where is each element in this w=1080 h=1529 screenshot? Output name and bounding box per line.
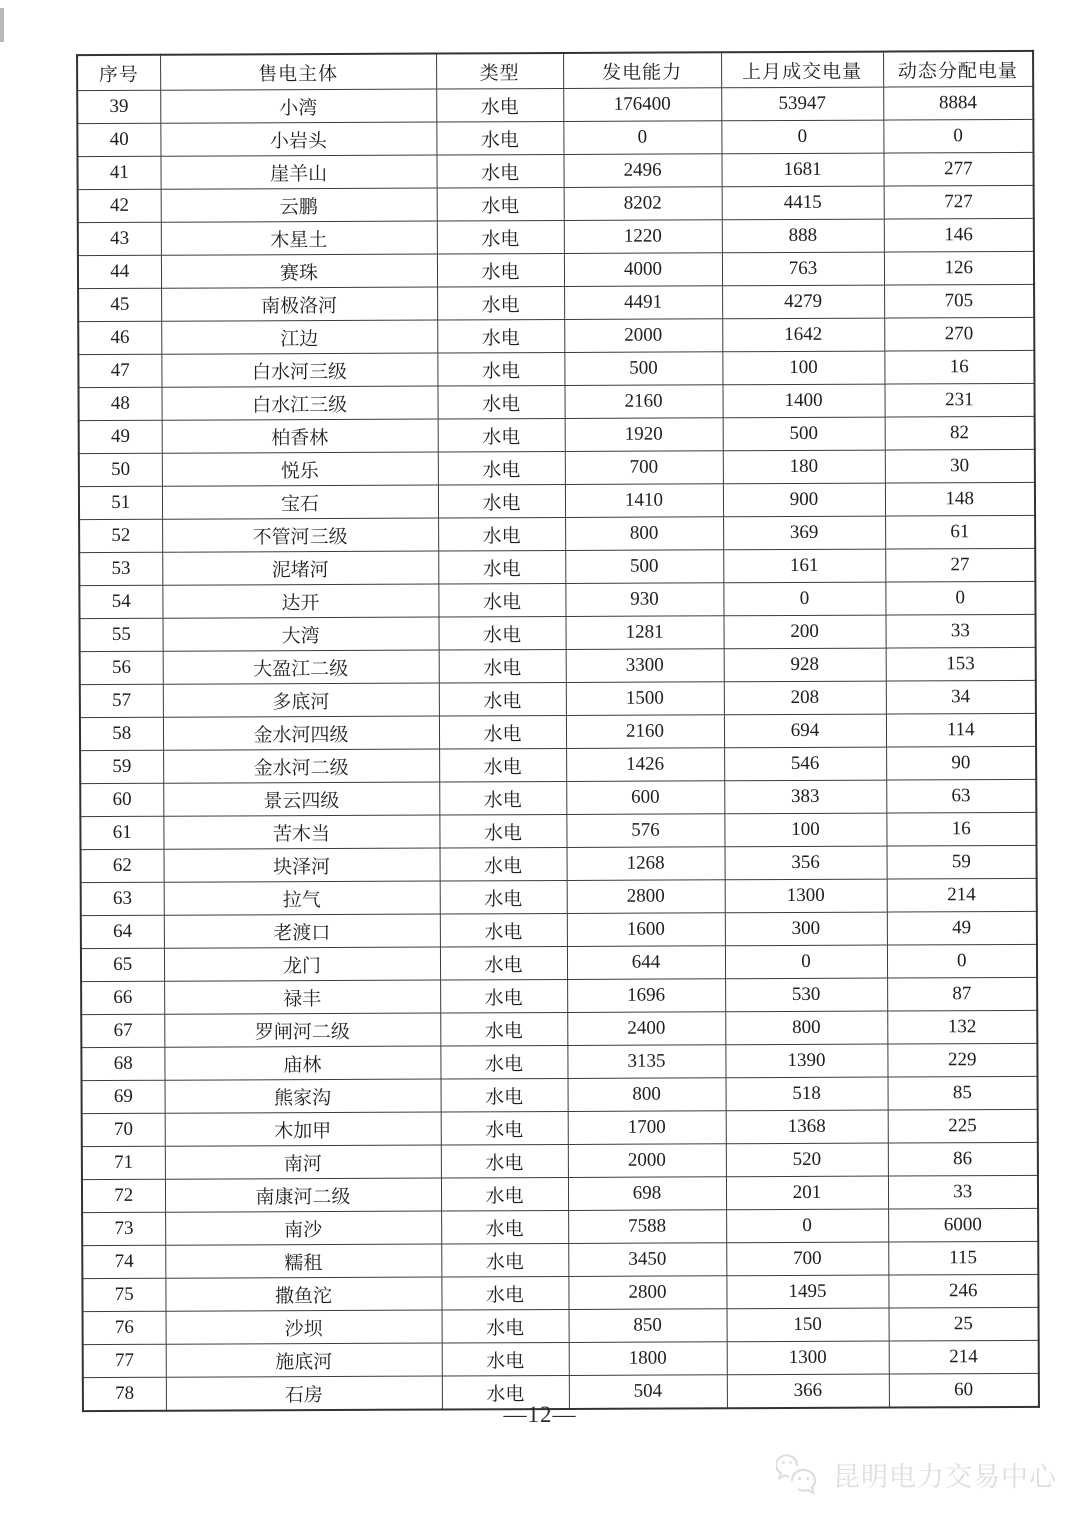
table-cell: 225 [888, 1109, 1038, 1143]
table-cell: 41 [77, 156, 160, 189]
table-row [79, 416, 1035, 453]
table-cell: 木星土 [161, 221, 437, 255]
table-cell: 58 [80, 717, 163, 750]
table-cell: 水电 [439, 616, 566, 650]
table-cell: 60 [889, 1373, 1039, 1407]
table-cell: 水电 [437, 253, 564, 287]
table-cell: 39 [77, 90, 160, 123]
table-cell: 61 [885, 515, 1035, 549]
table-cell: 33 [888, 1175, 1038, 1209]
table-row [79, 449, 1035, 486]
table-cell: 水电 [437, 385, 564, 419]
table-cell: 1800 [569, 1342, 727, 1376]
table-cell: 214 [887, 878, 1037, 912]
table-cell: 1696 [567, 979, 725, 1013]
table-cell: 64 [81, 915, 164, 948]
table-cell: 49 [887, 911, 1037, 945]
table-cell: 25 [889, 1307, 1039, 1341]
table-cell: 3135 [567, 1045, 725, 1079]
table-cell: 水电 [440, 979, 567, 1013]
table-cell: 546 [724, 747, 886, 781]
table-cell: 水电 [439, 649, 566, 683]
power-allocation-table [76, 50, 1040, 1412]
table-cell: 3450 [568, 1243, 726, 1277]
table-cell: 33 [885, 614, 1035, 648]
table-cell: 62 [81, 849, 164, 882]
table-cell: 1268 [567, 847, 725, 881]
table-cell: 苦木当 [163, 815, 439, 849]
table-cell: 644 [567, 946, 725, 980]
table-cell: 柏香林 [162, 419, 438, 453]
table-cell: 42 [78, 189, 161, 222]
table-cell: 水电 [439, 682, 566, 716]
table-row [82, 1208, 1038, 1245]
table-cell: 16 [884, 350, 1034, 384]
table-cell: 石房 [166, 1376, 442, 1411]
table-cell: 水电 [441, 1078, 568, 1112]
table-cell: 龙门 [164, 947, 440, 981]
table-cell: 800 [568, 1078, 726, 1112]
table-cell: 1920 [565, 418, 723, 452]
table-cell: 214 [889, 1340, 1039, 1374]
table-cell: 114 [886, 713, 1036, 747]
table-cell: 金水河四级 [163, 716, 439, 750]
col-header-type: 类型 [436, 53, 563, 89]
table-cell: 65 [81, 948, 164, 981]
table-row [80, 746, 1036, 783]
table-cell: 132 [887, 1010, 1037, 1044]
table-cell: 55 [80, 618, 163, 651]
table-cell: 水电 [440, 847, 567, 881]
table-cell: 1600 [567, 913, 725, 947]
table-cell: 51 [79, 486, 162, 519]
table-cell: 44 [78, 255, 161, 288]
table-cell: 53 [79, 552, 162, 585]
table-cell: 糯租 [165, 1244, 441, 1278]
table-cell: 水电 [437, 286, 564, 320]
table-row [77, 152, 1033, 189]
table-cell: 水电 [436, 121, 563, 155]
table-cell: 200 [723, 615, 885, 649]
table-cell: 水电 [439, 748, 566, 782]
table-cell: 270 [884, 317, 1034, 351]
table-cell: 30 [885, 449, 1035, 483]
table-cell: 56 [80, 651, 163, 684]
table-cell: 水电 [438, 550, 565, 584]
table-row [80, 812, 1036, 849]
table-cell: 74 [82, 1245, 165, 1278]
table-cell: 383 [724, 780, 886, 814]
table-cell: 208 [724, 681, 886, 715]
table-cell: 悦乐 [162, 452, 438, 486]
table-row [81, 1043, 1037, 1080]
table-cell: 800 [565, 517, 723, 551]
table-cell: 68 [81, 1047, 164, 1080]
table-cell: 1300 [725, 879, 887, 913]
table-cell: 赛珠 [161, 254, 437, 288]
table-cell: 49 [79, 420, 162, 453]
table-cell: 60 [80, 783, 163, 816]
table-cell: 78 [83, 1377, 166, 1411]
table-row [81, 977, 1037, 1014]
table-cell: 金水河二级 [163, 749, 439, 783]
table-cell: 水电 [438, 451, 565, 485]
table-row [82, 1109, 1038, 1146]
table-row [82, 1076, 1038, 1113]
table-cell: 0 [721, 120, 883, 154]
table-cell: 146 [884, 218, 1034, 252]
table-cell: 700 [726, 1242, 888, 1276]
table-row [79, 548, 1035, 585]
table-cell: 150 [727, 1308, 889, 1342]
table-cell: 小岩头 [160, 122, 436, 156]
wechat-logo-icon [776, 1452, 824, 1496]
table-cell: 500 [564, 352, 722, 386]
table-cell: 罗闸河二级 [164, 1013, 440, 1047]
table-row [83, 1307, 1039, 1344]
table-cell: 180 [723, 450, 885, 484]
table-cell: 229 [887, 1043, 1037, 1077]
table-cell: 不管河三级 [162, 518, 438, 552]
table-row [82, 1142, 1038, 1179]
table-cell: 246 [888, 1274, 1038, 1308]
table-cell: 4415 [722, 186, 884, 220]
table-row [80, 779, 1036, 816]
table-cell: 87 [887, 977, 1037, 1011]
watermark-text: 昆明电力交易中心 [833, 1461, 1057, 1492]
table-row [78, 317, 1034, 354]
table-cell: 54 [79, 585, 162, 618]
table-cell: 水电 [441, 1177, 568, 1211]
table-cell: 水电 [436, 88, 563, 122]
table-row [81, 944, 1037, 981]
table-cell: 块泽河 [164, 848, 440, 882]
table-cell: 1400 [722, 384, 884, 418]
table-cell: 0 [563, 121, 721, 155]
table-cell: 52 [79, 519, 162, 552]
table-cell: 4279 [722, 285, 884, 319]
table-cell: 1700 [568, 1111, 726, 1145]
table-row [82, 1274, 1038, 1311]
table-cell: 76 [83, 1311, 166, 1344]
table-cell: 61 [80, 816, 163, 849]
table-cell: 57 [80, 684, 163, 717]
scan-artifact [0, 8, 4, 42]
table-cell: 77 [83, 1344, 166, 1377]
table-row [79, 482, 1035, 519]
table-cell: 熊家沟 [165, 1079, 441, 1113]
table-cell: 水电 [441, 1144, 568, 1178]
table-cell: 1426 [566, 748, 724, 782]
table-cell: 34 [886, 680, 1036, 714]
table-cell: 庙林 [164, 1046, 440, 1080]
table-cell: 518 [726, 1077, 888, 1111]
table-row [83, 1340, 1039, 1377]
table-cell: 53947 [721, 87, 883, 121]
table-cell: 928 [724, 648, 886, 682]
table-cell: 水电 [437, 352, 564, 386]
table-row [78, 185, 1034, 222]
table-cell: 1681 [721, 153, 883, 187]
table-cell: 木加甲 [165, 1112, 441, 1146]
table-cell: 201 [726, 1176, 888, 1210]
table-cell: 2800 [567, 880, 725, 914]
table-cell: 63 [886, 779, 1036, 813]
table-cell: 50 [79, 453, 162, 486]
table-row [79, 581, 1035, 618]
table-cell: 153 [886, 647, 1036, 681]
table-cell: 231 [884, 383, 1034, 417]
col-header-dynamic-allocation: 动态分配电量 [883, 51, 1033, 87]
table-cell: 0 [883, 119, 1033, 153]
table-cell: 67 [81, 1014, 164, 1047]
table-cell: 大湾 [163, 617, 439, 651]
table-cell: 水电 [437, 319, 564, 353]
table-cell: 水电 [437, 187, 564, 221]
table-cell: 水电 [440, 946, 567, 980]
table-row [81, 911, 1037, 948]
table-cell: 1368 [726, 1110, 888, 1144]
table-cell: 277 [883, 152, 1033, 186]
table-cell: 2160 [566, 715, 724, 749]
table-cell: 59 [887, 845, 1037, 879]
table-cell: 沙坝 [166, 1310, 442, 1344]
table-cell: 727 [884, 185, 1034, 219]
table-cell: 1410 [565, 484, 723, 518]
table-cell: 水电 [436, 154, 563, 188]
col-header-seller: 售电主体 [160, 54, 436, 91]
table-cell: 176400 [563, 88, 721, 122]
table-cell: 888 [722, 219, 884, 253]
table-cell: 水电 [438, 418, 565, 452]
table-cell: 82 [885, 416, 1035, 450]
table-cell: 600 [566, 781, 724, 815]
table-row [81, 1010, 1037, 1047]
table-cell: 48 [78, 387, 161, 420]
table-cell: 1495 [726, 1275, 888, 1309]
table-cell: 698 [568, 1177, 726, 1211]
table-cell: 水电 [442, 1309, 569, 1343]
table-cell: 水电 [438, 484, 565, 518]
table-cell: 148 [885, 482, 1035, 516]
table-cell: 900 [723, 483, 885, 517]
table-cell: 763 [722, 252, 884, 286]
table-cell: 水电 [441, 1210, 568, 1244]
table-cell: 500 [723, 417, 885, 451]
table-cell: 南康河二级 [165, 1178, 441, 1212]
table-cell: 南沙 [165, 1211, 441, 1245]
table-cell: 59 [80, 750, 163, 783]
table-cell: 大盈江二级 [163, 650, 439, 684]
table-cell: 46 [78, 321, 161, 354]
table-cell: 1220 [564, 220, 722, 254]
table-cell: 700 [565, 451, 723, 485]
table-cell: 1642 [722, 318, 884, 352]
table-cell: 7588 [568, 1210, 726, 1244]
table-cell: 73 [82, 1212, 165, 1245]
table-cell: 0 [725, 945, 887, 979]
table-cell: 72 [82, 1179, 165, 1212]
table-cell: 850 [569, 1309, 727, 1343]
table-cell: 白水河三级 [161, 353, 437, 387]
table-cell: 崖羊山 [160, 155, 436, 189]
table-cell: 1500 [566, 682, 724, 716]
table-cell: 47 [78, 354, 161, 387]
table-row [78, 284, 1034, 321]
header-row [77, 51, 1033, 91]
table-row [82, 1175, 1038, 1212]
table-cell: 69 [82, 1080, 165, 1113]
table-cell: 宝石 [162, 485, 438, 519]
table-cell: 小湾 [160, 89, 436, 123]
table-cell: 施底河 [166, 1343, 442, 1377]
table-row [80, 713, 1036, 750]
table-cell: 水电 [442, 1342, 569, 1376]
table-cell: 71 [82, 1146, 165, 1179]
table-cell: 水电 [439, 781, 566, 815]
table-cell: 水电 [439, 715, 566, 749]
table-row [78, 251, 1034, 288]
table-cell: 拉气 [164, 881, 440, 915]
table-cell: 576 [566, 814, 724, 848]
table-cell: 南河 [165, 1145, 441, 1179]
table-cell: 705 [884, 284, 1034, 318]
col-header-index: 序号 [77, 55, 160, 91]
table-cell: 泥堵河 [162, 551, 438, 585]
table-row [78, 218, 1034, 255]
table-cell: 4491 [564, 286, 722, 320]
table-row [81, 878, 1037, 915]
table-cell: 水电 [439, 814, 566, 848]
table-cell: 2400 [567, 1012, 725, 1046]
table-cell: 水电 [438, 583, 565, 617]
table-row [80, 614, 1036, 651]
table-cell: 520 [726, 1143, 888, 1177]
table-cell: 930 [565, 583, 723, 617]
table-row [77, 86, 1033, 123]
table-cell: 800 [725, 1011, 887, 1045]
table-cell: 达开 [162, 584, 438, 618]
table-cell: 115 [888, 1241, 1038, 1275]
table-row [78, 350, 1034, 387]
table-cell: 多底河 [163, 683, 439, 717]
table-row [78, 383, 1034, 420]
table-cell: 369 [723, 516, 885, 550]
table-cell: 水电 [437, 220, 564, 254]
table-cell: 43 [78, 222, 161, 255]
table-cell: 水电 [441, 1243, 568, 1277]
table-cell: 161 [723, 549, 885, 583]
table-cell: 0 [887, 944, 1037, 978]
table-cell: 老渡口 [164, 914, 440, 948]
table-cell: 景云四级 [163, 782, 439, 816]
table-cell: 水电 [440, 1012, 567, 1046]
table-cell: 86 [888, 1142, 1038, 1176]
table-cell: 0 [726, 1209, 888, 1243]
table-cell: 2000 [568, 1144, 726, 1178]
table-cell: 100 [724, 813, 886, 847]
table-cell: 水电 [438, 517, 565, 551]
table-cell: 3300 [566, 649, 724, 683]
table-cell: 300 [725, 912, 887, 946]
table-cell: 水电 [440, 880, 567, 914]
col-header-last-month-volume: 上月成交电量 [721, 52, 883, 88]
table-cell: 禄丰 [164, 980, 440, 1014]
watermark [776, 1452, 1057, 1496]
table-cell: 40 [77, 123, 160, 156]
table-cell: 8202 [564, 187, 722, 221]
table-cell: 366 [727, 1374, 889, 1408]
table-cell: 撒鱼沱 [165, 1277, 441, 1311]
table-cell: 0 [885, 581, 1035, 615]
table-row [82, 1241, 1038, 1278]
table-row [80, 680, 1036, 717]
table-row [79, 515, 1035, 552]
table-cell: 4000 [564, 253, 722, 287]
table-cell: 水电 [440, 913, 567, 947]
table-cell: 356 [725, 846, 887, 880]
table-cell: 2800 [568, 1276, 726, 1310]
table-cell: 70 [82, 1113, 165, 1146]
table-cell: 75 [82, 1278, 165, 1311]
table-cell: 0 [723, 582, 885, 616]
table-cell: 1390 [725, 1044, 887, 1078]
table-cell: 白水江三级 [161, 386, 437, 420]
table-cell: 100 [722, 351, 884, 385]
table-cell: 1300 [727, 1341, 889, 1375]
table-cell: 694 [724, 714, 886, 748]
table-cell: 45 [78, 288, 161, 321]
table-cell: 2160 [564, 385, 722, 419]
page-number: —12— [503, 1402, 577, 1427]
table-cell: 66 [81, 981, 164, 1014]
table-cell: 27 [885, 548, 1035, 582]
table-cell: 云鹏 [161, 188, 437, 222]
table-cell: 水电 [441, 1276, 568, 1310]
table-cell: 504 [569, 1375, 727, 1409]
table-cell: 水电 [440, 1045, 567, 1079]
table-cell: 530 [725, 978, 887, 1012]
table-cell: 500 [565, 550, 723, 584]
table-cell: 水电 [442, 1375, 569, 1409]
table-cell: 90 [886, 746, 1036, 780]
table-row [80, 647, 1036, 684]
table-cell: 16 [886, 812, 1036, 846]
table-cell: 2496 [563, 154, 721, 188]
table-cell: 63 [81, 882, 164, 915]
table-cell: 85 [888, 1076, 1038, 1110]
table-cell: 6000 [888, 1208, 1038, 1242]
table-cell: 南极洛河 [161, 287, 437, 321]
table-cell: 水电 [441, 1111, 568, 1145]
table-cell: 8884 [883, 86, 1033, 120]
table-cell: 126 [884, 251, 1034, 285]
col-header-generation-capacity: 发电能力 [563, 52, 721, 88]
table-cell: 江边 [161, 320, 437, 354]
table-cell: 2000 [564, 319, 722, 353]
table-cell: 1281 [566, 616, 724, 650]
table-row [81, 845, 1037, 882]
table-row [77, 119, 1033, 156]
